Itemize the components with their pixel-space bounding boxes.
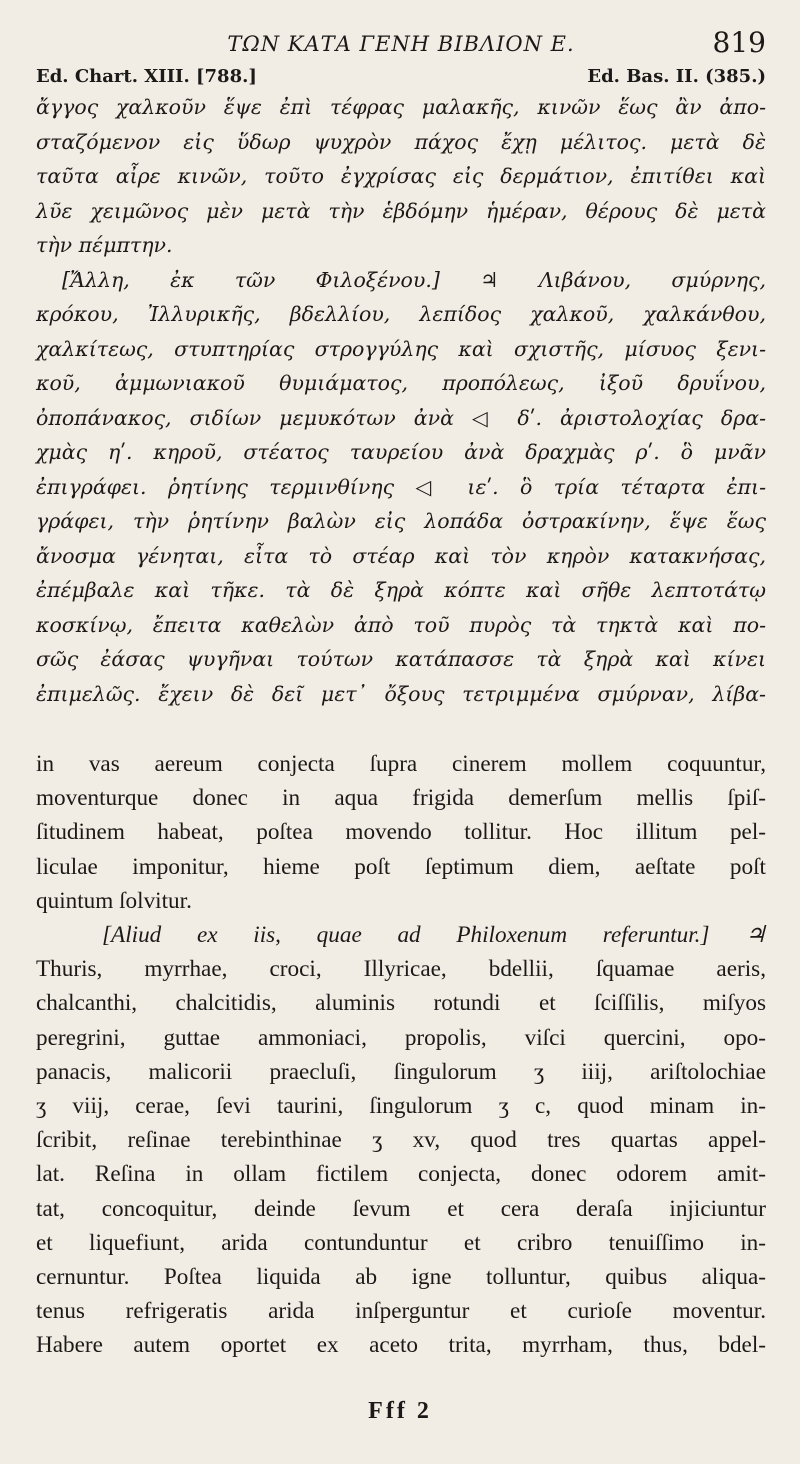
signature-mark: Fff 2 bbox=[368, 1398, 432, 1424]
latin-line: et liquefiunt, arida contunduntur et cribro tenuiſſimo in- bbox=[36, 1229, 766, 1256]
greek-line: ἐπέμβαλε καὶ τῆκε. τὰ δὲ ξηρὰ κόπτε καὶ σῆθε λεπτοτάτῳ bbox=[36, 578, 766, 602]
greek-section-heading: [Ἄλλη, ἐκ τῶν Φιλοξένου.] ♃ Λιβάνου, σμύρνης, bbox=[62, 267, 766, 292]
greek-line: κρόκου, Ἰλλυρικῆς, βδελλίου, λεπίδος χαλκοῦ, χαλκάνθου, bbox=[36, 302, 766, 326]
greek-line: ἄνοσμα γένηται, εἶτα τὸ στέαρ καὶ τὸν κηρὸν κατακνήσας, bbox=[36, 543, 766, 568]
latin-line: moventurque donec in aqua frigida demerſum mellis ſpiſ- bbox=[36, 785, 766, 812]
page-number: 819 bbox=[712, 26, 766, 59]
greek-line: γράφει, τὴν ῥητίνην βαλὼν εἰς λοπάδα ὀστρακίνην, ἕψε ἕως bbox=[36, 509, 766, 533]
latin-line: ſcribit, reſinae terebinthinae ʒ xv, quod tres quartas appel- bbox=[36, 1127, 766, 1154]
greek-line: χμὰς ηʹ. κηροῦ, στέατος ταυρείου ἀνὰ δραχμὰς ρʹ. ὃ μνᾶν bbox=[36, 440, 766, 464]
greek-line: κοσκίνῳ, ἔπειτα καθελὼν ἀπὸ τοῦ πυρὸς τὰ τηκτὰ καὶ πο- bbox=[36, 612, 766, 637]
latin-line: in vas aereum conjecta ſupra cinerem mollem coquuntur, bbox=[36, 751, 766, 777]
greek-text-block bbox=[36, 90, 766, 711]
edition-basel: Ed. Bas. II. (385.) bbox=[587, 66, 766, 87]
greek-line: ὀποπάνακος, σιδίων μεμυκότων ἀνὰ ◁ δʹ. ἀριστολοχίας δρα- bbox=[36, 405, 766, 430]
latin-line: lat. Reſina in ollam fictilem conjecta, donec odorem amit- bbox=[36, 1161, 766, 1188]
latin-line: Habere autem oportet ex aceto trita, myrrham, thus, bdel- bbox=[36, 1332, 766, 1359]
greek-line: ἄγγος χαλκοῦν ἕψε ἐπὶ τέφρας μαλακῆς, κινῶν ἕως ἂν ἀπο- bbox=[36, 95, 766, 119]
greek-line: κοῦ, ἀμμωνιακοῦ θυμιάματος, προπόλεως, ἰξοῦ δρυΐνου, bbox=[36, 371, 766, 395]
latin-line: Thuris, myrrhae, croci, Illyricae, bdellii, ſquamae aeris, bbox=[36, 956, 766, 983]
latin-line: ʒ viij, cerae, ſevi taurini, ſingulorum ʒ c, quod minam in- bbox=[36, 1093, 766, 1120]
latin-line: peregrini, guttae ammoniaci, propolis, viſci quercini, opo- bbox=[36, 1024, 766, 1051]
greek-line: τὴν πέμπτην. bbox=[36, 233, 173, 257]
latin-text-block bbox=[36, 747, 766, 1363]
latin-line: cernuntur. Poſtea liquida ab igne tolluntur, quibus aliqua- bbox=[36, 1264, 766, 1291]
edition-line bbox=[36, 66, 766, 90]
running-head bbox=[36, 24, 766, 64]
latin-line: chalcanthi, chalcitidis, aluminis rotundi et ſciſſilis, miſyos bbox=[36, 990, 766, 1017]
running-title: ΤΩΝ ΚΑΤΑ ΓΕΝΗ ΒΙΒΛΙΟΝ Ε. bbox=[227, 32, 575, 56]
latin-line: panacis, malicorii praecluſi, ſingulorum ʒ iiij, ariſtolochiae bbox=[36, 1058, 766, 1085]
greek-line: ταῦτα αἶρε κινῶν, τοῦτο ἐγχρίσας εἰς δερμάτιον, ἐπιτίθει καὶ bbox=[36, 164, 766, 188]
latin-line: tenus refrigeratis arida inſperguntur et curioſe moventur. bbox=[36, 1298, 766, 1325]
greek-line: ἐπιγράφει. ῥητίνης τερμινθίνης ◁ ιεʹ. ὃ τρία τέταρτα ἐπι- bbox=[36, 474, 766, 499]
greek-line: λῦε χειμῶνος μὲν μετὰ τὴν ἑβδόμην ἡμέραν, θέρους δὲ μετὰ bbox=[36, 198, 766, 223]
latin-line: liculae imponitur, hieme poſt ſeptimum diem, aeſtate poſt bbox=[36, 853, 766, 880]
latin-section-heading: [Aliud ex iis, quae ad Philoxenum referuntur.] ♃ bbox=[102, 922, 766, 949]
greek-line: ἐπιμελῶς. ἔχειν δὲ δεῖ μετ᾽ ὄξους τετριμμένα σμύρναν, λίβα- bbox=[36, 681, 766, 706]
latin-line: tat, concoquitur, deinde ſevum et cera deraſa injiciuntur bbox=[36, 1195, 766, 1222]
latin-line: ſitudinem habeat, poſtea movendo tollitur. Hoc illitum pel- bbox=[36, 819, 766, 846]
greek-line: χαλκίτεως, στυπτηρίας στρογγύλης καὶ σχιστῆς, μίσυος ξενι- bbox=[36, 336, 766, 361]
latin-line: quintum ſolvitur. bbox=[36, 887, 192, 914]
greek-line: σταζόμενον εἰς ὕδωρ ψυχρὸν πάχος ἔχῃ μέλιτος. μετὰ δὲ bbox=[36, 129, 766, 154]
page bbox=[36, 24, 766, 1363]
edition-chartier: Ed. Chart. XIII. [788.] bbox=[36, 66, 257, 87]
greek-line: σῶς ἐάσας ψυγῆναι τούτων κατάπασσε τὰ ξηρὰ καὶ κίνει bbox=[36, 647, 766, 671]
